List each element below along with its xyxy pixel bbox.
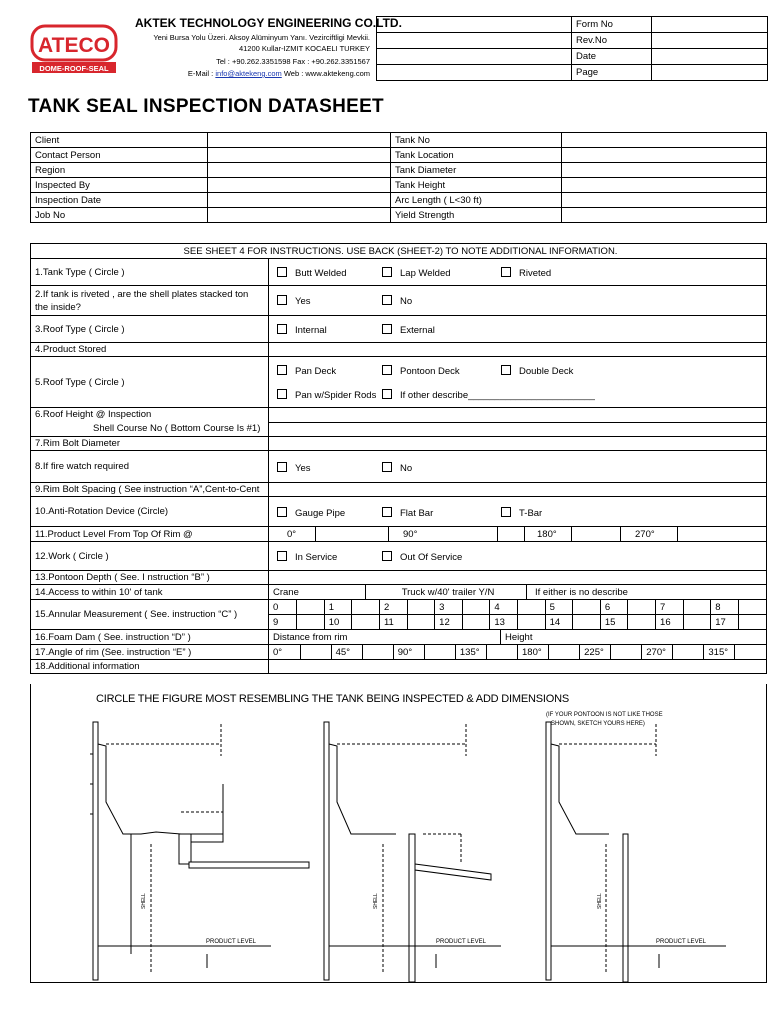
option-label: Pan w/Spider Rods bbox=[295, 390, 377, 401]
option-label: Gauge Pipe bbox=[295, 508, 346, 519]
q6-label bbox=[31, 408, 269, 437]
figure-2-shell-label: SHELL bbox=[373, 893, 379, 909]
q8-option-no[interactable] bbox=[382, 462, 412, 474]
tank-diameter-label: Tank Diameter bbox=[391, 163, 562, 178]
q16-label: 16.Foam Dam ( See. instruction “D” ) bbox=[31, 630, 269, 645]
q15-position-label: 15 bbox=[600, 615, 628, 630]
q6-label-line2: Shell Course No ( Bottom Course Is #1) bbox=[93, 423, 261, 434]
q17-angle-label: 90° bbox=[393, 645, 424, 659]
q15-position-label: 7 bbox=[656, 600, 684, 615]
q18-value[interactable] bbox=[269, 660, 767, 674]
q8-label: 8.If fire watch required bbox=[31, 451, 269, 483]
option-label: Riveted bbox=[519, 268, 552, 279]
q17-angle-value[interactable] bbox=[424, 645, 455, 659]
q2-option-no[interactable] bbox=[382, 295, 412, 307]
q15-position-value[interactable] bbox=[462, 615, 490, 630]
q15-position-value[interactable] bbox=[628, 600, 656, 615]
q11-angle-0: 0° bbox=[269, 527, 316, 541]
logo-text: ATECO bbox=[38, 34, 110, 57]
option-label: Yes bbox=[295, 463, 311, 474]
checkbox-icon bbox=[277, 267, 287, 277]
q17-angle-label: 135° bbox=[455, 645, 486, 659]
figure-panel bbox=[30, 684, 767, 983]
q9-value[interactable] bbox=[269, 483, 767, 497]
arc-length-label: Arc Length ( L<30 ft) bbox=[391, 193, 562, 208]
q3-option-internal[interactable] bbox=[277, 324, 327, 336]
option-label: Double Deck bbox=[519, 366, 574, 377]
checkbox-icon bbox=[277, 295, 287, 305]
option-label: External bbox=[400, 325, 435, 336]
q14-describe: If either is no describe bbox=[535, 586, 628, 598]
q15-position-label: 11 bbox=[379, 615, 407, 630]
figure-3-product-level: PRODUCT LEVEL bbox=[656, 939, 706, 945]
tank-diameter-value[interactable] bbox=[562, 163, 767, 178]
q15-label: 15.Annular Measurement ( See. instruction “C” ) bbox=[31, 600, 269, 630]
checkbox-icon bbox=[501, 267, 511, 277]
checkbox-icon bbox=[382, 462, 392, 472]
q17-angle-label: 315° bbox=[704, 645, 735, 659]
q7-label: 7.Rim Bolt Diameter bbox=[31, 437, 269, 451]
figure-1-shell-label: SHELL bbox=[141, 893, 147, 909]
q12-label: 12.Work ( Circle ) bbox=[31, 542, 269, 571]
q7-value[interactable] bbox=[269, 437, 767, 451]
email-link[interactable]: info@aktekeng.com bbox=[215, 69, 282, 78]
option-label: Out Of Service bbox=[400, 552, 463, 563]
checkbox-icon bbox=[382, 295, 392, 305]
option-label: Flat Bar bbox=[400, 508, 434, 519]
q6-label-line1: 6.Roof Height @ Inspection bbox=[35, 409, 152, 420]
q15-position-label: 13 bbox=[490, 615, 518, 630]
q1-label: 1.Tank Type ( Circle ) bbox=[31, 259, 269, 286]
q3-label: 3.Roof Type ( Circle ) bbox=[31, 316, 269, 343]
q15-position-label: 14 bbox=[545, 615, 573, 630]
q12-option-in-service[interactable] bbox=[277, 551, 337, 563]
tank-no-label: Tank No bbox=[391, 133, 562, 148]
company-phone: Tel : +90.262.3351598 Fax : +90.262.3351567 bbox=[216, 57, 370, 66]
q17-label: 17.Angle of rim (See. instruction “E” ) bbox=[31, 645, 269, 660]
form-no-label: Form No bbox=[572, 17, 652, 33]
checkbox-icon bbox=[382, 267, 392, 277]
q4-label: 4.Product Stored bbox=[31, 343, 269, 357]
q2-label-line2: the inside? bbox=[35, 301, 81, 313]
option-label: T-Bar bbox=[519, 508, 543, 519]
q2-label bbox=[31, 286, 269, 316]
q11-label: 11.Product Level From Top Of Rim @ bbox=[31, 527, 269, 542]
q10-option-t-bar[interactable] bbox=[501, 507, 542, 519]
yield-strength-value[interactable] bbox=[562, 208, 767, 223]
q17-angle-label: 45° bbox=[331, 645, 362, 659]
q17-angle-value[interactable] bbox=[611, 645, 642, 659]
q1-option-riveted[interactable] bbox=[501, 267, 551, 279]
q11-value-0[interactable] bbox=[316, 527, 389, 541]
form-meta-table bbox=[376, 16, 768, 81]
region-label: Region bbox=[31, 163, 208, 178]
q15-position-value[interactable] bbox=[407, 615, 435, 630]
q15-position-value[interactable] bbox=[407, 600, 435, 615]
q13-label: 13.Pontoon Depth ( See. I nstruction “B” ) bbox=[31, 571, 269, 585]
date-value[interactable] bbox=[652, 49, 768, 65]
q5-option-pan-deck[interactable] bbox=[277, 365, 336, 377]
q15-position-label: 16 bbox=[656, 615, 684, 630]
figure-1-product-level: PRODUCT LEVEL bbox=[206, 939, 256, 945]
q11-angle-90: 90° bbox=[389, 527, 498, 541]
arc-length-value[interactable] bbox=[562, 193, 767, 208]
figure-2-product-level: PRODUCT LEVEL bbox=[436, 939, 486, 945]
q15-position-value[interactable] bbox=[462, 600, 490, 615]
figure-note-line1: (IF YOUR PONTOON IS NOT LIKE THOSE bbox=[546, 712, 663, 718]
checkbox-icon bbox=[382, 389, 392, 399]
option-label: Butt Welded bbox=[295, 268, 347, 279]
q15-position-value[interactable] bbox=[573, 615, 601, 630]
company-contact bbox=[120, 68, 370, 79]
company-address-line2: 41200 Kullar-IZMIT KOCAELI TURKEY bbox=[238, 44, 370, 53]
q5-options bbox=[269, 357, 767, 408]
q2-label-line1: 2.If tank is riveted , are the shell plates stacked ton bbox=[35, 288, 249, 300]
rev-no-label: Rev.No bbox=[572, 33, 652, 49]
q17-angle-label: 225° bbox=[580, 645, 611, 659]
tank-no-value[interactable] bbox=[562, 133, 767, 148]
contact-person-value[interactable] bbox=[208, 148, 391, 163]
option-label: Pan Deck bbox=[295, 366, 337, 377]
tank-height-label: Tank Height bbox=[391, 178, 562, 193]
q11-value-90[interactable] bbox=[498, 527, 525, 541]
q11-angle-270: 270° bbox=[621, 527, 678, 541]
q14-truck: Truck w/40' trailer Y/N bbox=[366, 585, 527, 599]
q15-position-label: 10 bbox=[324, 615, 352, 630]
q15-position-value[interactable] bbox=[517, 615, 545, 630]
q15-position-value[interactable] bbox=[352, 615, 380, 630]
page-label: Page bbox=[572, 65, 652, 81]
checkbox-icon bbox=[382, 507, 392, 517]
q15-position-value[interactable] bbox=[573, 600, 601, 615]
q16-distance-from-rim: Distance from rim bbox=[269, 630, 501, 644]
q15-position-label: 2 bbox=[379, 600, 407, 615]
checkbox-icon bbox=[382, 551, 392, 561]
q15-position-label: 5 bbox=[545, 600, 573, 615]
option-label: Lap Welded bbox=[400, 268, 451, 279]
q15-annular-table bbox=[269, 600, 766, 629]
q2-option-yes[interactable] bbox=[277, 295, 311, 307]
q15-position-value[interactable] bbox=[738, 600, 766, 615]
q6-value[interactable] bbox=[269, 408, 767, 437]
form-meta-blank[interactable] bbox=[377, 17, 572, 33]
client-label: Client bbox=[31, 133, 208, 148]
q15-position-label: 1 bbox=[324, 600, 352, 615]
client-value[interactable] bbox=[208, 133, 391, 148]
q5-option-pan-spider-rods[interactable] bbox=[277, 389, 376, 401]
q11-value-270[interactable] bbox=[678, 527, 767, 541]
checkbox-icon bbox=[277, 324, 287, 334]
rev-no-value[interactable] bbox=[652, 33, 768, 49]
q14-crane: Crane bbox=[269, 585, 366, 599]
q15-position-label: 9 bbox=[269, 615, 297, 630]
inspection-date-value[interactable] bbox=[208, 193, 391, 208]
q1-option-lap-welded[interactable] bbox=[382, 267, 451, 279]
q15-position-value[interactable] bbox=[683, 615, 711, 630]
q15-position-value[interactable] bbox=[297, 615, 325, 630]
inspection-questions-table bbox=[30, 243, 767, 674]
date-label: Date bbox=[572, 49, 652, 65]
inspected-by-label: Inspected By bbox=[31, 178, 208, 193]
tank-figures bbox=[31, 684, 766, 982]
q15-position-label: 12 bbox=[435, 615, 463, 630]
q10-option-gauge-pipe[interactable] bbox=[277, 507, 345, 519]
q1-option-butt-welded[interactable] bbox=[277, 267, 347, 279]
page-title: TANK SEAL INSPECTION DATASHEET bbox=[28, 96, 384, 117]
checkbox-icon bbox=[382, 365, 392, 375]
q11-value-180[interactable] bbox=[572, 527, 621, 541]
option-label: In Service bbox=[295, 552, 338, 563]
q15-position-value[interactable] bbox=[352, 600, 380, 615]
q9-label: 9.Rim Bolt Spacing ( See instruction “A”,Cent-to-Cent bbox=[31, 483, 269, 497]
q17-angle-label: 270° bbox=[642, 645, 673, 659]
form-meta-blank[interactable] bbox=[377, 65, 572, 81]
q15-position-value[interactable] bbox=[683, 600, 711, 615]
option-label: Internal bbox=[295, 325, 327, 336]
q17-angle-label: 0° bbox=[269, 645, 300, 659]
option-label: Yes bbox=[295, 296, 311, 307]
region-value[interactable] bbox=[208, 163, 391, 178]
checkbox-icon bbox=[277, 365, 287, 375]
q4-value[interactable] bbox=[269, 343, 767, 357]
tank-height-value[interactable] bbox=[562, 178, 767, 193]
q11-grid bbox=[269, 527, 767, 542]
q16-grid bbox=[269, 630, 767, 645]
q16-height: Height bbox=[505, 631, 533, 643]
checkbox-icon bbox=[277, 389, 287, 399]
q5-label: 5.Roof Type ( Circle ) bbox=[31, 357, 269, 408]
figure-note-line2: SHOWN, SKETCH YOURS HERE) bbox=[551, 721, 645, 727]
q15-position-label: 3 bbox=[435, 600, 463, 615]
figure-3-shell-label: SHELL bbox=[597, 893, 603, 909]
form-meta-blank[interactable] bbox=[377, 49, 572, 65]
q15-position-value[interactable] bbox=[517, 600, 545, 615]
q15-position-label: 4 bbox=[490, 600, 518, 615]
q8-options bbox=[269, 451, 767, 483]
contact-person-label: Contact Person bbox=[31, 148, 208, 163]
q17-angle-label: 180° bbox=[518, 645, 549, 659]
q1-options bbox=[269, 259, 767, 286]
q15-position-label: 8 bbox=[711, 600, 739, 615]
checkbox-icon bbox=[277, 551, 287, 561]
q15-position-label: 0 bbox=[269, 600, 297, 615]
q15-position-value[interactable] bbox=[628, 615, 656, 630]
option-label: No bbox=[400, 463, 413, 474]
company-name: AKTEK TECHNOLOGY ENGINEERING CO.LTD. bbox=[135, 16, 402, 30]
checkbox-icon bbox=[277, 507, 287, 517]
q17-angle-value[interactable] bbox=[300, 645, 331, 659]
q14-label: 14.Access to within 10' of tank bbox=[31, 585, 269, 600]
q5-option-double-deck[interactable] bbox=[501, 365, 573, 377]
figure-1-pontoon bbox=[90, 722, 309, 980]
q12-option-out-of-service[interactable] bbox=[382, 551, 462, 563]
checkbox-icon bbox=[277, 462, 287, 472]
q3-options bbox=[269, 316, 767, 343]
q15-position-label: 6 bbox=[600, 600, 628, 615]
q15-position-value[interactable] bbox=[297, 600, 325, 615]
yield-strength-label: Yield Strength bbox=[391, 208, 562, 223]
form-meta-blank[interactable] bbox=[377, 33, 572, 49]
option-label: Pontoon Deck bbox=[400, 366, 460, 377]
q5-option-other[interactable] bbox=[382, 389, 595, 401]
q17-angle-value[interactable] bbox=[673, 645, 704, 659]
figure-heading: CIRCLE THE FIGURE MOST RESEMBLING THE TANK BEING INSPECTED & ADD DIMENSIONS bbox=[96, 693, 569, 705]
q17-grid bbox=[269, 645, 767, 660]
page-value[interactable] bbox=[652, 65, 768, 81]
job-no-label: Job No bbox=[31, 208, 208, 223]
q17-angle-value[interactable] bbox=[549, 645, 580, 659]
q8-option-yes[interactable] bbox=[277, 462, 311, 474]
inspected-by-value[interactable] bbox=[208, 178, 391, 193]
q14-grid bbox=[269, 585, 767, 600]
company-logo bbox=[30, 24, 118, 74]
q12-options bbox=[269, 542, 767, 571]
inspection-date-label: Inspection Date bbox=[31, 193, 208, 208]
q11-angle-180: 180° bbox=[525, 527, 572, 541]
q17-angle-value[interactable] bbox=[735, 645, 766, 659]
job-no-value[interactable] bbox=[208, 208, 391, 223]
email-label: E-Mail : bbox=[187, 69, 216, 78]
checkbox-icon bbox=[382, 324, 392, 334]
logo-tagline: DOME-ROOF-SEAL bbox=[39, 64, 109, 73]
checkbox-icon bbox=[501, 507, 511, 517]
q18-label: 18.Additional information bbox=[31, 660, 269, 674]
q15-position-value[interactable] bbox=[738, 615, 766, 630]
q15-position-label: 17 bbox=[711, 615, 739, 630]
company-address-line1: Yeni Bursa Yolu Üzeri. Aksoy Alüminyum Yanı. Vezirciftligi Mevkii. bbox=[153, 33, 370, 42]
q3-option-external[interactable] bbox=[382, 324, 435, 336]
q5-option-pontoon-deck[interactable] bbox=[382, 365, 460, 377]
q15-grid bbox=[269, 600, 767, 630]
tank-location-value[interactable] bbox=[562, 148, 767, 163]
q10-option-flat-bar[interactable] bbox=[382, 507, 433, 519]
web-text: Web : www.aktekeng.com bbox=[281, 69, 370, 78]
form-no-value[interactable] bbox=[652, 17, 768, 33]
q10-options bbox=[269, 497, 767, 527]
tank-location-label: Tank Location bbox=[391, 148, 562, 163]
option-label: If other describe________________________ bbox=[400, 390, 595, 401]
q10-label: 10.Anti-Rotation Device (Circle) bbox=[31, 497, 269, 527]
q13-value[interactable] bbox=[269, 571, 767, 585]
q2-options bbox=[269, 286, 767, 316]
q17-angle-value[interactable] bbox=[486, 645, 517, 659]
checkbox-icon bbox=[501, 365, 511, 375]
instructions-banner: SEE SHEET 4 FOR INSTRUCTIONS. USE BACK (SHEET-2) TO NOTE ADDITIONAL INFORMATION. bbox=[31, 244, 767, 259]
q17-angle-table bbox=[269, 645, 766, 659]
q17-angle-value[interactable] bbox=[362, 645, 393, 659]
info-table bbox=[30, 132, 767, 223]
option-label: No bbox=[400, 296, 413, 307]
